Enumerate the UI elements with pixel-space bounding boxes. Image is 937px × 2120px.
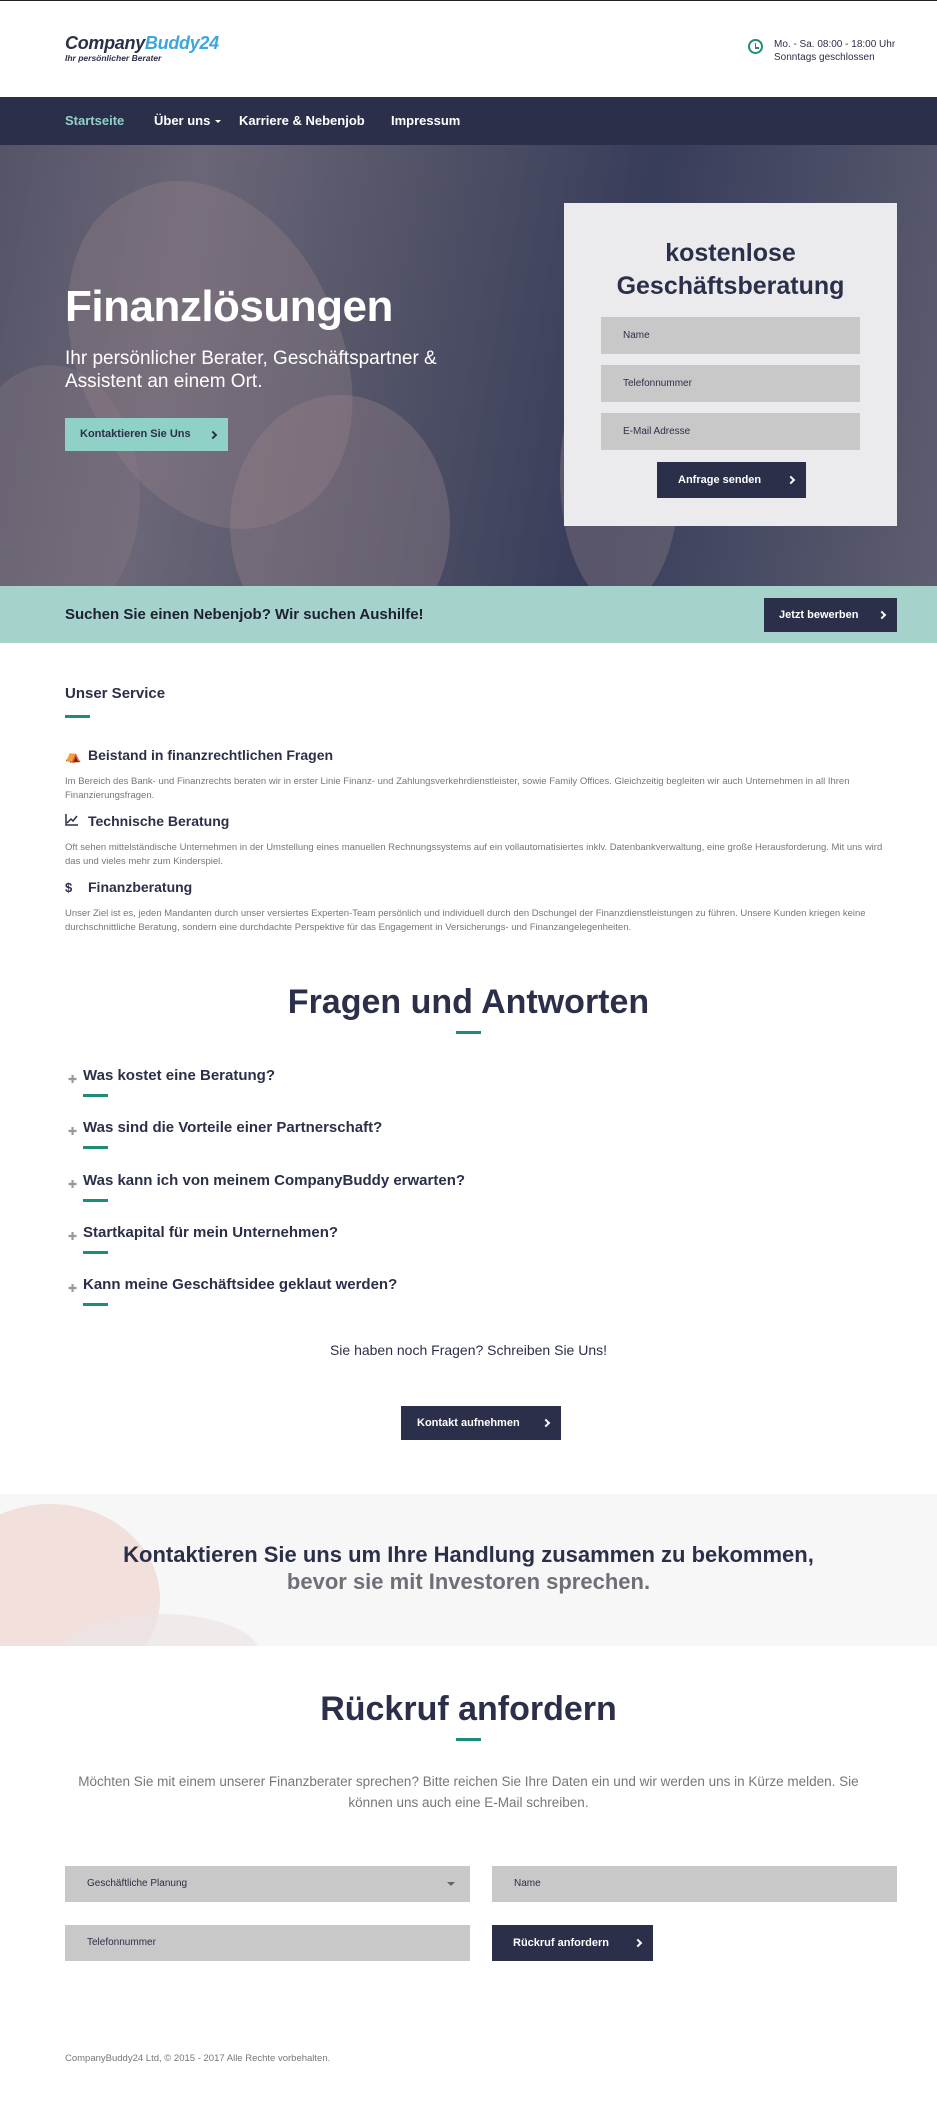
logo-company: Company [65, 33, 145, 53]
faq-underline [83, 1251, 108, 1254]
contact-button-label: Kontakt aufnehmen [417, 1417, 520, 1429]
contact-us-button[interactable] [65, 418, 228, 451]
chart-icon [65, 814, 83, 829]
service-title-technical [65, 813, 229, 829]
money-icon: ⛺ [65, 748, 82, 763]
nav-item-ueber-uns[interactable] [154, 97, 221, 145]
nav-item-karriere[interactable]: Karriere & Nebenjob [239, 113, 365, 128]
contact-us-label: Kontaktieren Sie Uns [80, 428, 191, 440]
logo-buddy: Buddy24 [144, 33, 219, 53]
service-title-finance-label: Finanzberatung [88, 879, 193, 895]
main-nav [0, 97, 937, 145]
logo-tagline: Ihr persönlicher Berater [65, 53, 162, 63]
service-title-legal-label: Beistand in finanzrechtlichen Fragen [88, 747, 334, 763]
request-callback-button[interactable] [492, 1925, 653, 1961]
chevron-right-icon [209, 430, 217, 438]
service-title-technical-label: Technische Beratung [88, 813, 230, 829]
hero-title: Finanzlösungen [65, 282, 393, 331]
footer-copyright: CompanyBuddy24 Ltd, © 2015 - 2017 Alle Rechte vorbehalten. [65, 2053, 331, 2064]
cta-line2: bevor sie mit Investoren sprechen. [286, 1569, 651, 1594]
faq-question: Was kostet eine Beratung? [83, 1067, 275, 1084]
callback-phone-input[interactable]: Telefonnummer [65, 1925, 470, 1961]
faq-title-underline [456, 1031, 481, 1034]
nav-item-impressum[interactable]: Impressum [391, 113, 461, 128]
hours-sunday: Sonntags geschlossen [774, 52, 875, 63]
plus-icon: ✚ [68, 1179, 78, 1191]
submit-request-button[interactable] [657, 462, 806, 498]
chevron-right-icon [787, 476, 795, 484]
service-title-finance [65, 879, 192, 895]
plus-icon: ✚ [68, 1126, 78, 1138]
service-desc-finance: Unser Ziel ist es, jeden Mandanten durch unser versiertes Experten-Team persönlich und individuell durch den Dschungel der Finanzdienstleistungen zu führen. Unsere Kunden kriegen keine durchschnittliche Beratung, sondern eine durchdachte Perspektive für das Engagement in Versicherungs- und Finanzangelegenheiten. [65, 908, 866, 933]
header [0, 1, 937, 97]
cta-line1: Kontaktieren Sie uns um Ihre Handlung zusammen zu bekommen, [123, 1542, 814, 1567]
apply-now-button[interactable] [764, 598, 897, 632]
caret-down-icon [215, 120, 221, 123]
form-title-line1: kostenlose [665, 239, 796, 267]
name-input[interactable]: Name [601, 317, 860, 354]
service-desc-legal: Im Bereich des Bank- und Finanzrechts beraten wir in erster Linie Finanz- und Zahlungsverkehrdienstleister, sowie Family Offices. Gleichzeitig begleiten wir auch Unternehmen in all Ihren Finanzierungsfragen. [65, 776, 850, 801]
plus-icon: ✚ [68, 1231, 78, 1243]
job-banner [0, 586, 937, 643]
phone-input[interactable]: Telefonnummer [601, 365, 860, 402]
faq-underline [83, 1094, 108, 1097]
service-desc-technical: Oft sehen mittelständische Unternehmen in der Umstellung eines manuellen Rechnungssystems auf ein vollautomatisiertes inklv. Datenbankverwaltung, eine große Herausforderung. Mit uns wird das und vieles mehr zum Kinderspiel. [65, 842, 883, 867]
faq-more-text: Sie haben noch Fragen? Schreiben Sie Uns! [329, 1342, 608, 1358]
submit-request-label: Anfrage senden [678, 474, 762, 486]
hero [0, 145, 937, 586]
form-title-line2: Geschäftsberatung [616, 272, 845, 300]
faq-underline [83, 1146, 108, 1149]
form-title [564, 237, 897, 303]
service-heading: Unser Service [65, 685, 166, 702]
callback-name-input[interactable]: Name [492, 1866, 897, 1902]
hero-subtitle: Ihr persönlicher Berater, Geschäftspartner & Assistent an einem Ort. [65, 348, 437, 392]
faq-underline [83, 1303, 108, 1306]
hours-weekdays: Mo. - Sa. 08:00 - 18:00 Uhr [774, 39, 896, 50]
consultation-form [564, 203, 897, 526]
logo-wordmark [65, 33, 219, 54]
nav-item-ueber-uns-label: Über uns [154, 113, 211, 128]
chevron-right-icon [878, 611, 886, 619]
faq-underline [83, 1199, 108, 1202]
faq-title: Fragen und Antworten [287, 983, 650, 1021]
faq-question: Was kann ich von meinem CompanyBuddy erwarten? [83, 1172, 466, 1189]
clock-icon [748, 39, 763, 54]
logo[interactable] [65, 33, 219, 63]
service-heading-underline [65, 715, 90, 718]
callback-title-underline [456, 1738, 481, 1741]
job-banner-text: Suchen Sie einen Nebenjob? Wir suchen Aushilfe! [65, 606, 424, 623]
request-callback-label: Rückruf anfordern [513, 1937, 609, 1949]
dollar-icon: $ [65, 880, 73, 895]
cta-band [0, 1494, 937, 1646]
chevron-right-icon [634, 1939, 642, 1947]
callback-description: Möchten Sie mit einem unserer Finanzberater sprechen? Bitte reichen Sie Ihre Daten ein und wir werden uns in Kürze melden. Sie können uns auch eine E-Mail schreiben. [78, 1774, 859, 1810]
service-title-legal [65, 747, 333, 764]
email-input[interactable]: E-Mail Adresse [601, 413, 860, 450]
chevron-right-icon [542, 1419, 550, 1427]
faq-question: Was sind die Vorteile einer Partnerschaft? [83, 1119, 383, 1136]
contact-button[interactable] [401, 1406, 561, 1440]
topic-select[interactable] [65, 1866, 470, 1902]
topic-select-value: Geschäftliche Planung [87, 1878, 188, 1889]
callback-title: Rückruf anfordern [320, 1690, 617, 1728]
plus-icon: ✚ [68, 1283, 78, 1295]
hours-text [774, 38, 895, 64]
apply-now-label: Jetzt bewerben [779, 609, 859, 621]
plus-icon: ✚ [68, 1074, 78, 1086]
caret-down-icon [447, 1882, 455, 1886]
faq-question: Startkapital für mein Unternehmen? [83, 1224, 339, 1241]
faq-question: Kann meine Geschäftsidee geklaut werden? [83, 1276, 398, 1293]
nav-item-startseite[interactable]: Startseite [65, 113, 125, 128]
